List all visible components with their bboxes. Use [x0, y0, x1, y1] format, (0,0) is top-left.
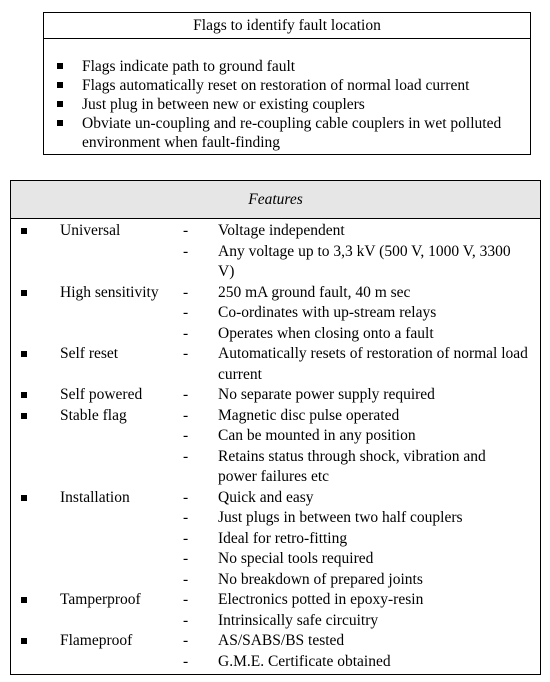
dash-marker: -: [183, 509, 189, 526]
feature-name: Self powered: [60, 386, 143, 403]
feature-description: Automatically resets of restoration of normal load current: [218, 345, 528, 383]
dash-marker: -: [183, 222, 189, 239]
dash-marker: -: [183, 529, 189, 547]
bullet-icon: [57, 101, 63, 107]
dash-marker: -: [183, 386, 189, 403]
feature-description: Voltage independent: [218, 222, 345, 239]
feature-description: Magnetic disc pulse operated: [218, 406, 400, 424]
bullet-icon: [21, 392, 27, 398]
feature-name: Tamperproof: [60, 591, 141, 608]
bullet-icon: [21, 228, 27, 234]
feature-name: Installation: [60, 488, 130, 506]
dash-marker: -: [183, 447, 189, 465]
feature-description: Ideal for retro-fitting: [218, 529, 348, 547]
feature-row: [11, 590, 540, 611]
feature-row: [11, 652, 540, 673]
dash-marker: -: [183, 488, 189, 506]
dash-marker: -: [183, 427, 189, 444]
feature-description: Quick and easy: [218, 488, 314, 506]
feature-row: [11, 283, 540, 304]
feature-row: [11, 508, 540, 529]
feature-row: [11, 385, 540, 406]
dash-marker: -: [183, 652, 189, 670]
features-table: [10, 180, 541, 675]
bullet-icon: [57, 120, 63, 126]
feature-row: [11, 344, 540, 385]
feature-name: Self reset: [60, 345, 119, 362]
bullet-icon: [21, 413, 27, 419]
feature-description: 250 mA ground fault, 40 m sec: [218, 283, 411, 301]
feature-row: [11, 549, 540, 570]
feature-name: Universal: [60, 222, 121, 239]
feature-description: AS/SABS/BS tested: [218, 632, 345, 649]
feature-description: Intrinsically safe circuitry: [218, 611, 379, 629]
dash-marker: -: [183, 591, 189, 608]
bullet-icon: [21, 495, 27, 501]
feature-name: Flameproof: [60, 632, 133, 649]
feature-description: Co-ordinates with up-stream relays: [218, 304, 437, 321]
feature-row: [11, 611, 540, 632]
feature-description: Can be mounted in any position: [218, 427, 416, 444]
flag-item-text: Flags automatically reset on restoration of normal load current: [82, 77, 470, 94]
bullet-icon: [57, 63, 63, 69]
feature-row: [11, 406, 540, 427]
flags-list: [44, 57, 530, 152]
flag-list-item: [44, 57, 530, 76]
feature-description: G.M.E. Certificate obtained: [218, 652, 391, 670]
flag-item-text: Flags indicate path to ground fault: [82, 58, 296, 75]
bullet-icon: [21, 290, 27, 296]
bullet-icon: [57, 82, 63, 88]
features-rows: [11, 219, 540, 672]
feature-description: Operates when closing onto a fault: [218, 324, 434, 342]
feature-row: [11, 631, 540, 652]
dash-marker: -: [183, 283, 189, 301]
flag-list-item: [44, 114, 530, 152]
flags-box: [43, 12, 531, 155]
feature-row: [11, 324, 540, 345]
feature-row: [11, 242, 540, 283]
dash-marker: -: [183, 242, 189, 260]
feature-description: Just plugs in between two half couplers: [218, 509, 463, 526]
feature-name: High sensitivity: [60, 283, 159, 301]
feature-row: [11, 529, 540, 550]
bullet-icon: [21, 351, 27, 357]
bullet-icon: [21, 638, 27, 644]
flags-box-title: Flags to identify fault location: [44, 13, 530, 39]
feature-description: No breakdown of prepared joints: [218, 570, 423, 588]
feature-row: [11, 447, 540, 488]
feature-description: Electronics potted in epoxy-resin: [218, 591, 424, 608]
features-header: Features: [11, 181, 540, 219]
dash-marker: -: [183, 406, 189, 424]
flag-item-text: Just plug in between new or existing couplers: [82, 96, 365, 113]
dash-marker: -: [183, 632, 189, 649]
dash-marker: -: [183, 304, 189, 321]
feature-description: No special tools required: [218, 550, 374, 567]
feature-row: [11, 426, 540, 447]
feature-description: Retains status through shock, vibration and power failures etc: [218, 447, 486, 485]
feature-description: Any voltage up to 3,3 kV (500 V, 1000 V, 3300 V): [218, 242, 511, 280]
feature-row: [11, 570, 540, 591]
dash-marker: -: [183, 570, 189, 588]
dash-marker: -: [183, 324, 189, 342]
dash-marker: -: [183, 611, 189, 629]
dash-marker: -: [183, 550, 189, 567]
dash-marker: -: [183, 345, 189, 362]
flag-list-item: [44, 76, 530, 95]
feature-description: No separate power supply required: [218, 386, 435, 403]
feature-name: Stable flag: [60, 406, 127, 424]
flag-item-text: Obviate un-coupling and re-coupling cable couplers in wet polluted environment when fault-finding: [82, 115, 502, 151]
feature-row: [11, 488, 540, 509]
bullet-icon: [21, 597, 27, 603]
feature-row: [11, 303, 540, 324]
flag-list-item: [44, 95, 530, 114]
feature-row: [11, 221, 540, 242]
